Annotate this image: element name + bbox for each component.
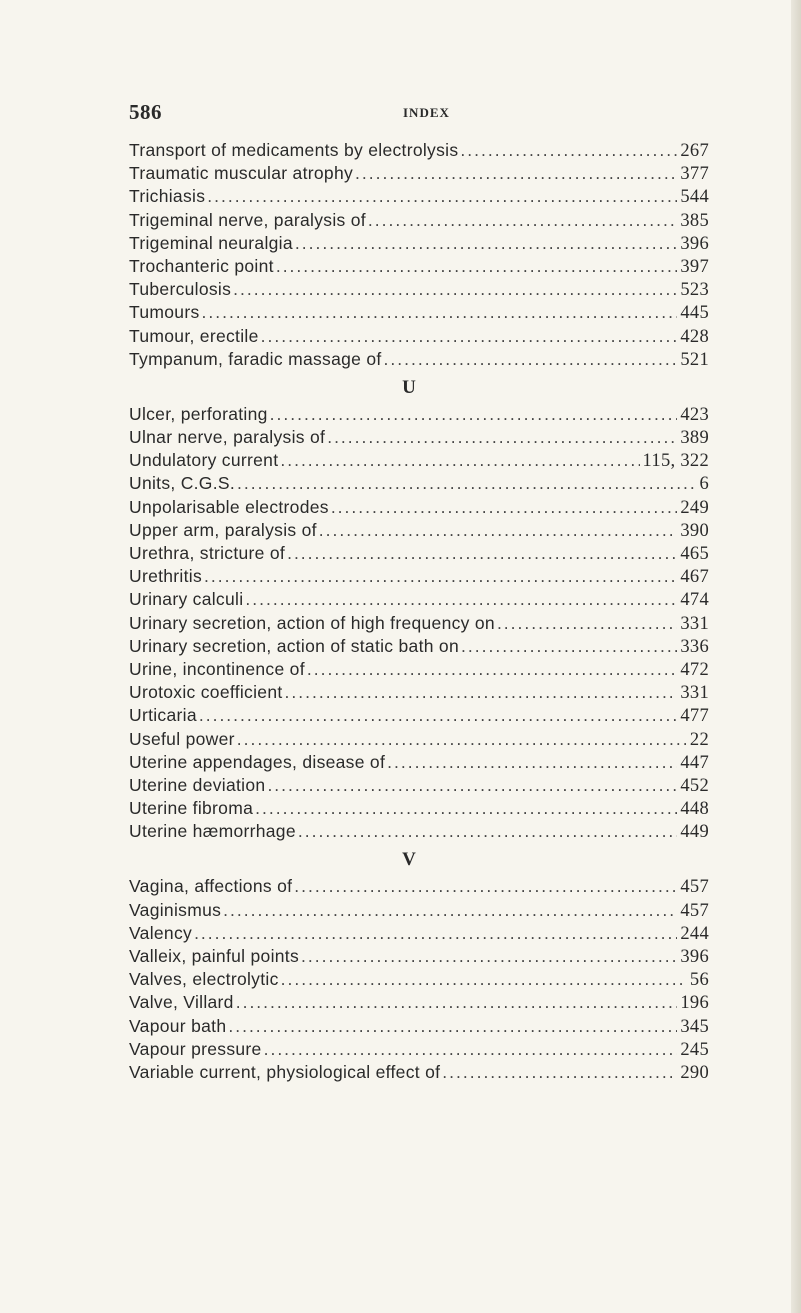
dot-leader [280, 449, 639, 472]
section-letter-v: V [402, 849, 416, 871]
dot-leader [384, 348, 678, 371]
index-entry [129, 426, 709, 449]
dot-leader [497, 612, 677, 635]
dot-leader [368, 209, 677, 232]
index-entry [129, 945, 709, 968]
page-edge [791, 0, 801, 1313]
page-header [129, 100, 699, 136]
index-term: Upper arm, paralysis of [129, 519, 317, 540]
dot-leader [331, 496, 678, 519]
index-entry [129, 635, 709, 658]
index-term: Unpolarisable electrodes [129, 496, 329, 517]
index-term: Vapour bath [129, 1015, 227, 1036]
index-term: Urotoxic coefficient [129, 682, 283, 703]
index-term: Ulcer, perforating [129, 403, 268, 424]
page-reference: 196 [680, 993, 709, 1014]
index-entry [129, 565, 709, 588]
index-term: Vagina, affections of [129, 876, 293, 897]
dot-leader [245, 588, 677, 611]
page-reference: 331 [680, 683, 709, 704]
dot-leader [442, 1061, 677, 1084]
index-entry [129, 899, 709, 922]
page-reference: 472 [680, 659, 709, 680]
page-reference: 245 [680, 1039, 709, 1060]
index-entry [129, 325, 709, 348]
index-entry [129, 797, 709, 820]
dot-leader [298, 820, 677, 843]
page-reference: 267 [680, 141, 709, 161]
index-entry [129, 255, 709, 278]
index-entry [129, 519, 709, 542]
page-reference: 249 [680, 497, 709, 518]
index-entry [129, 751, 709, 774]
page-reference: 423 [680, 404, 709, 425]
page-reference: 477 [680, 706, 709, 727]
dot-leader [236, 991, 678, 1014]
index-entry [129, 875, 709, 898]
index-term: Vapour pressure [129, 1038, 262, 1059]
dot-leader [237, 728, 687, 751]
index-term: Uterine hæmorrhage [129, 821, 296, 842]
dot-leader [307, 658, 677, 681]
dot-leader [204, 565, 677, 588]
page-number: 586 [129, 100, 162, 124]
index-entry [129, 922, 709, 945]
index-term: Tumours [129, 302, 200, 323]
dot-leader [461, 635, 677, 658]
page-reference: 457 [680, 900, 709, 921]
dot-leader [460, 139, 677, 162]
index-entry [129, 728, 709, 751]
index-term: Tuberculosis [129, 279, 232, 300]
index-term: Trochanteric point [129, 255, 274, 276]
index-entry [129, 1015, 709, 1038]
index-term: Tympanum, faradic massage of [129, 348, 382, 369]
index-term: Variable current, physiological effect of [129, 1061, 441, 1082]
index-term: Uterine fibroma [129, 798, 254, 819]
dot-leader [287, 542, 677, 565]
dot-leader [202, 301, 678, 324]
page-reference: 385 [680, 210, 709, 231]
index-entry [129, 774, 709, 797]
index-term: Trichiasis [129, 186, 206, 207]
index-term: Trigeminal neuralgia [129, 232, 293, 253]
dot-leader [281, 968, 687, 991]
index-entry [129, 209, 709, 232]
page-reference: 56 [689, 970, 709, 991]
dot-leader [294, 875, 677, 898]
page-reference: 377 [680, 164, 709, 185]
dot-leader [276, 255, 678, 278]
section-letter-u: U [402, 376, 416, 398]
page-reference: 397 [680, 256, 709, 277]
index-term: Valves, electrolytic [129, 969, 279, 990]
index-entry [129, 542, 709, 565]
index-entry [129, 704, 709, 727]
index-term: Urethritis [129, 566, 203, 587]
dot-leader [264, 1038, 678, 1061]
dot-leader [194, 922, 677, 945]
dot-leader [207, 185, 677, 208]
page-reference: 521 [680, 349, 709, 370]
dot-leader [355, 162, 677, 185]
index-entry [129, 449, 709, 472]
page-reference: 457 [680, 877, 709, 898]
running-head: INDEX [403, 105, 450, 120]
index-term: Vaginismus [129, 899, 222, 920]
index-entry [129, 681, 709, 704]
dot-leader [327, 426, 677, 449]
index-entry [129, 162, 709, 185]
index-term: Uterine appendages, disease of [129, 751, 386, 772]
index-term: Valleix, painful points [129, 946, 300, 966]
dot-leader [199, 704, 677, 727]
page-reference: 467 [680, 567, 709, 588]
index-term: Urethra, stricture of [129, 543, 286, 563]
index-term: Urinary secretion, action of static bath on [129, 635, 460, 656]
index-entry [129, 1061, 709, 1084]
index-term: Urticaria [129, 705, 197, 726]
page-reference: 474 [680, 590, 709, 611]
index-entry [129, 658, 709, 681]
index-term: Urine, incontinence of [129, 658, 305, 679]
index-term: Urinary secretion, action of high frequency on [129, 612, 495, 633]
page-reference: 445 [680, 303, 709, 324]
page-reference: 452 [680, 775, 709, 796]
index-term: Tumour, erectile [129, 325, 259, 346]
dot-leader [319, 519, 678, 542]
index-term: Units, C.G.S. [129, 473, 236, 494]
page-reference: 465 [680, 544, 709, 564]
dot-leader [237, 472, 696, 495]
index-entry [129, 139, 709, 162]
page-reference: 389 [680, 428, 709, 449]
index-term: Urinary calculi [129, 589, 244, 610]
index-term: Uterine deviation [129, 774, 266, 795]
index-entry [129, 991, 709, 1014]
index-entry [129, 612, 709, 635]
dot-leader [233, 278, 677, 301]
page-reference: 428 [680, 326, 709, 347]
index-entry [129, 588, 709, 611]
index-entry [129, 278, 709, 301]
index-term: Useful power [129, 728, 235, 749]
page-reference: 448 [680, 799, 709, 820]
index-list [129, 139, 709, 1084]
page-reference: 115, 322 [642, 451, 709, 472]
page-reference: 290 [680, 1062, 709, 1083]
index-term: Undulatory current [129, 450, 279, 471]
dot-leader [301, 945, 677, 968]
index-term: Valency [129, 922, 193, 943]
dot-leader [285, 681, 678, 704]
index-entry [129, 403, 709, 426]
index-term: Trigeminal nerve, paralysis of [129, 209, 366, 230]
index-entry [129, 348, 709, 371]
page-reference: 544 [680, 187, 709, 208]
dot-leader [295, 232, 677, 255]
page-reference: 447 [680, 752, 709, 773]
page-reference: 390 [680, 520, 709, 541]
page-reference: 396 [680, 947, 709, 967]
index-term: Traumatic muscular atrophy [129, 163, 354, 184]
page-reference: 345 [680, 1016, 709, 1037]
dot-leader [387, 751, 677, 774]
index-term: Transport of medicaments by electrolysis [129, 140, 459, 160]
index-entry [129, 820, 709, 843]
index-term: Ulnar nerve, paralysis of [129, 427, 326, 448]
index-entry [129, 185, 709, 208]
dot-leader [267, 774, 677, 797]
dot-leader [261, 325, 678, 348]
dot-leader [255, 797, 677, 820]
dot-leader [228, 1015, 677, 1038]
index-entry [129, 472, 709, 495]
index-entry [129, 301, 709, 324]
index-entry [129, 968, 709, 991]
index-entry [129, 496, 709, 519]
page-reference: 6 [699, 474, 709, 495]
page-reference: 336 [680, 636, 709, 657]
index-entry [129, 1038, 709, 1061]
dot-leader [223, 899, 677, 922]
index-term: Valve, Villard [129, 992, 234, 1013]
page-reference: 449 [680, 822, 709, 843]
page-reference: 396 [680, 233, 709, 254]
dot-leader [270, 403, 678, 426]
page-reference: 331 [680, 613, 709, 634]
page-reference: 22 [689, 729, 709, 750]
page-reference: 523 [680, 280, 709, 301]
page-reference: 244 [680, 923, 709, 944]
index-entry [129, 232, 709, 255]
